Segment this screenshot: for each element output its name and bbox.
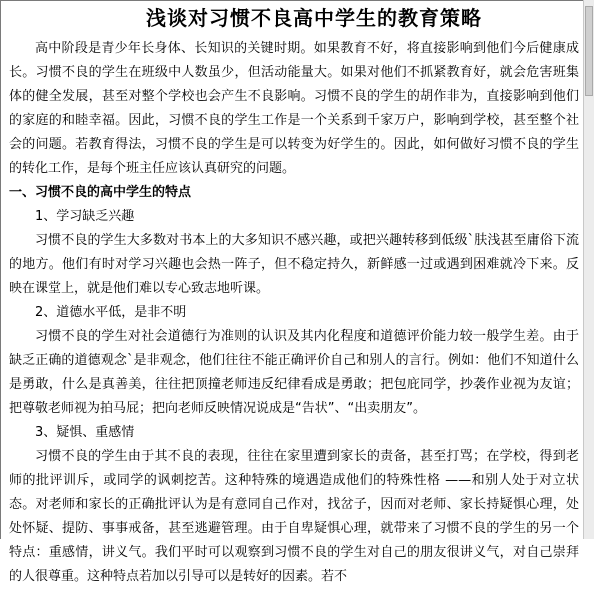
intro-paragraph: 高中阶段是青少年长身体、长知识的关键时期。如果教育不好，将直接影响到他们今后健康成长。习惯不良的学生在班级中人数虽少，但活动能量大。如果对他们不抓紧教育好，就会危害班集体的健全发展，甚至对整个学校也会产生不良影响。习惯不良的学生的胡作非为，直接影响到他们的家庭的和睦幸福。因此，习惯不良的学生工作是一个关系到千家万户，影响到学校，甚至整个社会的问题。若教育得法，习惯不良的学生是可以转变为好学生的。因此，如何做好习惯不良的学生的转化工作，是每个班主任应该认真研究的问题。 (9, 41, 579, 176)
subsection-heading-2: 2、道德水平低，是非不明 (35, 305, 187, 320)
article-title: 浅谈对习惯不良高中学生的教育策略 (146, 6, 482, 30)
subsection-paragraph-1: 习惯不良的学生大多数对书本上的大多知识不感兴趣，或把兴趣转移到低级`肤浅甚至庸俗下流的地方。他们有时对学习兴趣也会热一阵子，但不稳定持久，新鲜感一过或遇到困难就冷下来。反映在课堂上，就是他们难以专心致志地听课。 (9, 233, 579, 296)
section-heading: 一、习惯不良的高中学生的特点 (9, 185, 192, 200)
vertical-scrollbar[interactable] (583, 0, 594, 539)
article (9, 3, 579, 589)
subsection-paragraph-3: 习惯不良的学生由于其不良的表现，往往在家里遭到家长的责备，甚至打骂；在学校，得到老师的批评训斥，或同学的讽刺挖苦。这种特殊的境遇造成他们的特殊性格 ——和别人处于对立状态。对老师和家长的正确批评认为是有意同自己作对，找岔子，因而对老师、家长持疑惧心理，处处怀疑、提防、事事戒备，甚至逃避管理。由于自卑疑惧心理，就带来了习惯不良的学生的另一个特点：重感情，讲义气。我们平时可以观察到习惯不良的学生对自己的朋友很讲义气，对自己崇拜的人很尊重。这种特点若加以引导可以是转好的因素。若不 (9, 449, 579, 584)
scrollbar-thumb[interactable] (585, 6, 593, 96)
subsection-heading-1: 1、学习缺乏兴趣 (35, 209, 135, 224)
subsection-paragraph-2: 习惯不良的学生对社会道德行为准则的认识及其内化程度和道德评价能力较一般学生差。由于缺乏正确的道德观念`是非观念，他们往往不能正确评价自己和别人的言行。例如：他们不知道什么是勇敢，什么是真善美，往往把顶撞老师违反纪律看成是勇敢；把包庇同学，抄袭作业视为友谊；把尊敬老师视为拍马屁；把向老师反映情况说成是“告状”、“出卖朋友”。 (9, 329, 579, 416)
subsection-heading-3: 3、疑惧、重感情 (35, 425, 135, 440)
